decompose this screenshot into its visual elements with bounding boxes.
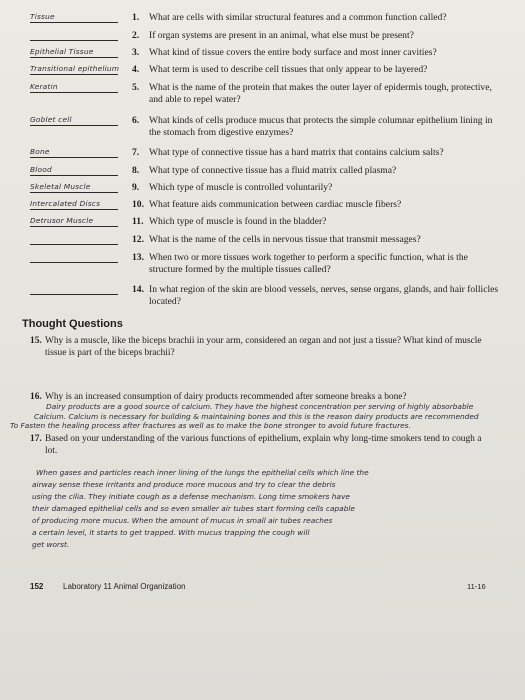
- answer-blank-2: [30, 28, 118, 41]
- answer-blank-1: [30, 10, 118, 23]
- handwritten-answer-3: Epithelial Tissue: [30, 47, 94, 56]
- answer-blank-6: [30, 113, 118, 126]
- handwritten-answer-9: Skeletal Muscle: [30, 182, 91, 191]
- answer-blank-7: [30, 145, 118, 158]
- handwritten-answer-4: Transitional epithelium: [30, 64, 120, 73]
- answer-blank-14: [30, 282, 118, 295]
- answer-blank-13: [30, 250, 118, 263]
- answer-blank-12: [30, 232, 118, 245]
- answer-blank-10: [30, 197, 118, 210]
- handwritten-answer-6: Goblet cell: [30, 115, 72, 124]
- handwritten-answer-11: Detrusor Muscle: [30, 216, 94, 225]
- handwritten-answer-1: Tissue: [30, 12, 55, 21]
- page-number: 152: [30, 582, 44, 591]
- footer-title: Laboratory 11 Animal Organization: [63, 582, 186, 591]
- section-heading: Thought Questions: [22, 318, 123, 330]
- answer-blank-4: [30, 62, 118, 75]
- answer-blank-8: [30, 163, 118, 176]
- page-code: 11-16: [467, 582, 486, 591]
- answer-blank-3: [30, 45, 118, 58]
- worksheet-page: Tissue 1. What are cells with similar structural features and a common function called? 2. If organ systems are present in an animal, what else must be present? Epithelial Tissue 3. What kind of tissue covers the entire body surface and most inner cavities? Transitional epithelium 4. What term is used to describe cell tissues that only appear to be layered? Keratin 5. What is the name of the protein that makes the outer layer of epidermis tough, protective, and able to repel water? Goblet cell 6. What kinds of cells produce mucus that protects the simple columnar epithelium lining in the stomach from digestive enzymes? Bone 7. What type of connective tissue has a hard matrix that contains calcium salts? Blood 8. What type of connective tissue has a fluid matrix called plasma? Skeletal Muscle 9. Which type of muscle is controlled voluntarily? Intercalated Discs 10. What feature aids communication between cardiac muscle fibers? Detrusor Muscle 11. Which type of muscle is found in the bladder? 12. What is the name of the cells in nervous tissue that transmit messages? 13. When two or more tissues work together to perform a specific function, what is the structure formed by the multiple tissues called? 14. In what region of the skin are blood vessels, nerves, sense organs, glands, and hair follicles located? Thought Questions 15. Why is a muscle, like the biceps brachii in your arm, considered an organ and not just a tissue? What kind of muscle tissue is part of the biceps brachii? 16. Why is an increased consumption of dairy products recommended after someone breaks a bone? Dairy products are a good source of calcium. They have the highest concentration per serving of highly absorbable Calcium. Calcium is necessary for building & maintaining bones and this is the reason dairy products are recommended To Fasten the healing process after fractures as well as to make the bone stronger to avoid future fractures. 17. Based on your understanding of the various functions of epithelium, explain why long-time smokers tend to cough a lot. When gases and particles reach inner lining of the lungs the epithelial cells which line the airway sense these irritants and produce more mucous and try to clear the debris using the cilia. They initiate cough as a defense mechanism. Long time smokers have their damaged epithelial cells and so even smaller air tubes start forming cells capable of producing more mucus. When the amount of mucus in small air tubes reaches a certain level, it starts to get trapped. With mucus trapping the cough will get worst. 152 Laboratory 11 Animal Organization 11-16: [0, 0, 525, 700]
- handwritten-answer-7: Bone: [30, 147, 50, 156]
- handwritten-answer-5: Keratin: [30, 82, 58, 91]
- handwritten-answer-8: Blood: [30, 165, 52, 174]
- answer-blank-11: [30, 214, 118, 227]
- page-footer: [30, 582, 186, 591]
- answer-blank-9: [30, 180, 118, 193]
- handwritten-answer-10: Intercalated Discs: [30, 199, 101, 208]
- answer-blank-5: [30, 80, 118, 93]
